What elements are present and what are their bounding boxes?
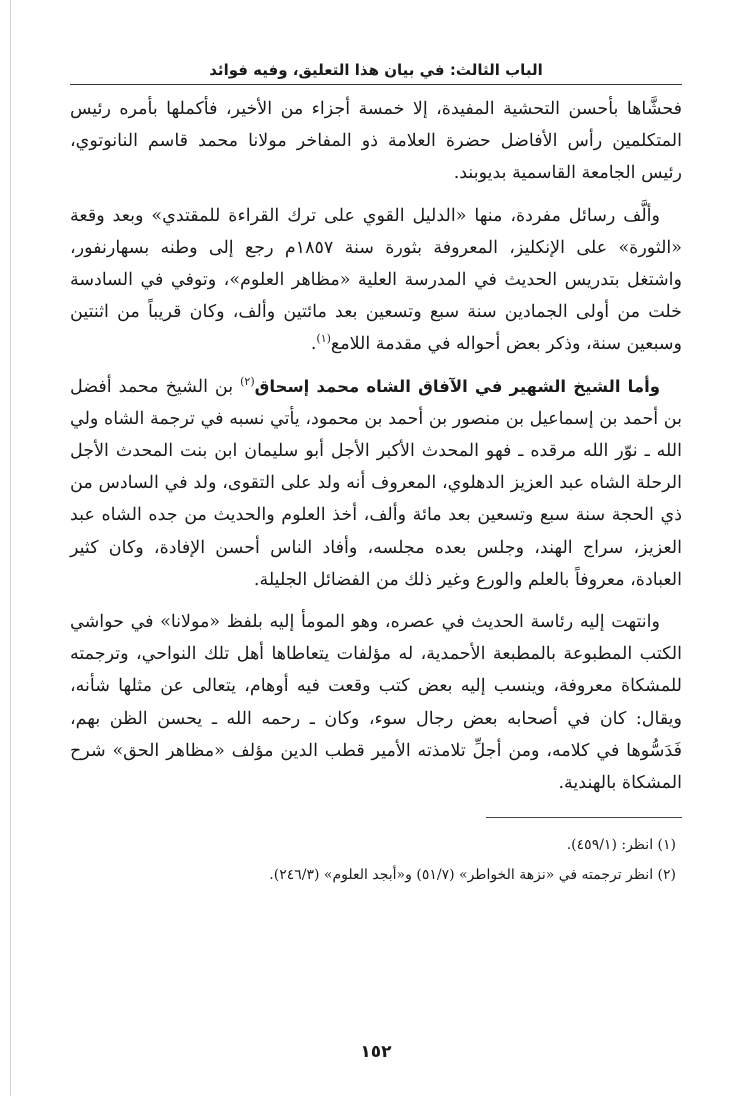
footnotes (70, 830, 682, 890)
paragraph-3-text: بن الشيخ محمد أفضل بن أحمد بن إسماعيل بن منصور بن أحمد بن محمود، يأتي نسبه في ترجمة الشاه ولي الله ـ نوّر الله مرقده ـ فهو المحدث الأكبر الأجل أبو سليمان ابن بنت المحدث الأجل الرحلة الشاه عبد العزيز الدهلوي، المعروف أنه ولد على التقوى، ولد في السادس من ذي الحجة سنة سبع وتسعين بعد مائة وألف، أخذ العلوم والحديث من جده الشاه عبد العزيز، سراج الهند، وجلس بعده مجلسه، وأفاد الناس أحسن الإفادة، وكان كثير العبادة، معروفاً بالعلم والورع وغير ذلك من الفضائل الجليلة. (70, 376, 682, 590)
paragraph-2-text: وألَّف رسائل مفردة، منها «الدليل القوي على ترك القراءة للمقتدي» وبعد وقعة «الثورة» على الإنكليز، المعروفة بثورة سنة ١٨٥٧م رجع إلى وطنه بسهارنفور، واشتغل بتدريس الحديث في المدرسة العلية «مظاهر العلوم»، وتوفي في السادسة خلت من أولى الجمادين سنة سبع وتسعين بعد مائتين وألف، وكان قريباً من اثنتين وسبعين سنة، وذكر بعض أحواله في مقدمة اللامع (70, 205, 683, 355)
paragraph-3-heading: وأما الشيخ الشهير في الآفاق الشاه محمد إسحاق (254, 376, 660, 396)
footnote-2: (٢) انظر ترجمته في «نزهة الخواطر» (٥١/٧) و«أبجد العلوم» (٢٤٦/٣). (269, 867, 676, 884)
footnote-ref-1[interactable]: (١) (316, 332, 331, 346)
paragraph-3 (70, 371, 682, 596)
footnote-divider (486, 817, 682, 818)
paragraph-2 (70, 200, 682, 361)
page-number: ١٥٢ (360, 1042, 392, 1062)
page-edge-line (10, 0, 11, 1096)
document-page (70, 58, 682, 890)
paragraph-2-end: . (310, 334, 317, 355)
paragraph-1: فحشَّاها بأحسن التحشية المفيدة، إلا خمسة أجزاء من الأخير، فأكملها بأمره رئيس المتكلمين رأس الأفاضل حضرة العلامة ذو المفاخر مولانا محمد قاسم النانوتوي، رئيس الجامعة القاسمية بديوبند. (70, 99, 682, 184)
paragraph-4: وانتهت إليه رئاسة الحديث في عصره، وهو المومأ إليه بلفظ «مولانا» في حواشي الكتب المطبوعة بالمطبعة الأحمدية، له مؤلفات يتعاطاها أهل تلك النواحي، وترجمته للمشكاة معروفة، وينسب إليه بعض كتب وقعت فيه أوهام، يتعالى عن مثلها شأنه، ويقال: كان في أصحابه بعض رجال سوء، وكان ـ رحمه الله ـ يحسن الظن بهم، فَدَسُّوها في كلامه، ومن أجلِّ تلامذته الأمير قطب الدين مؤلف «مظاهر الحق» شرح المشكاة بالهندية. (70, 612, 682, 794)
body-text (70, 93, 682, 799)
footnote-ref-2[interactable]: (٢) (240, 374, 255, 388)
running-header: الباب الثالث: في بيان هذا التعليق، وفيه فوائد (70, 58, 682, 85)
footnote-1: (١) انظر: (٤٥٩/١). (566, 837, 676, 854)
